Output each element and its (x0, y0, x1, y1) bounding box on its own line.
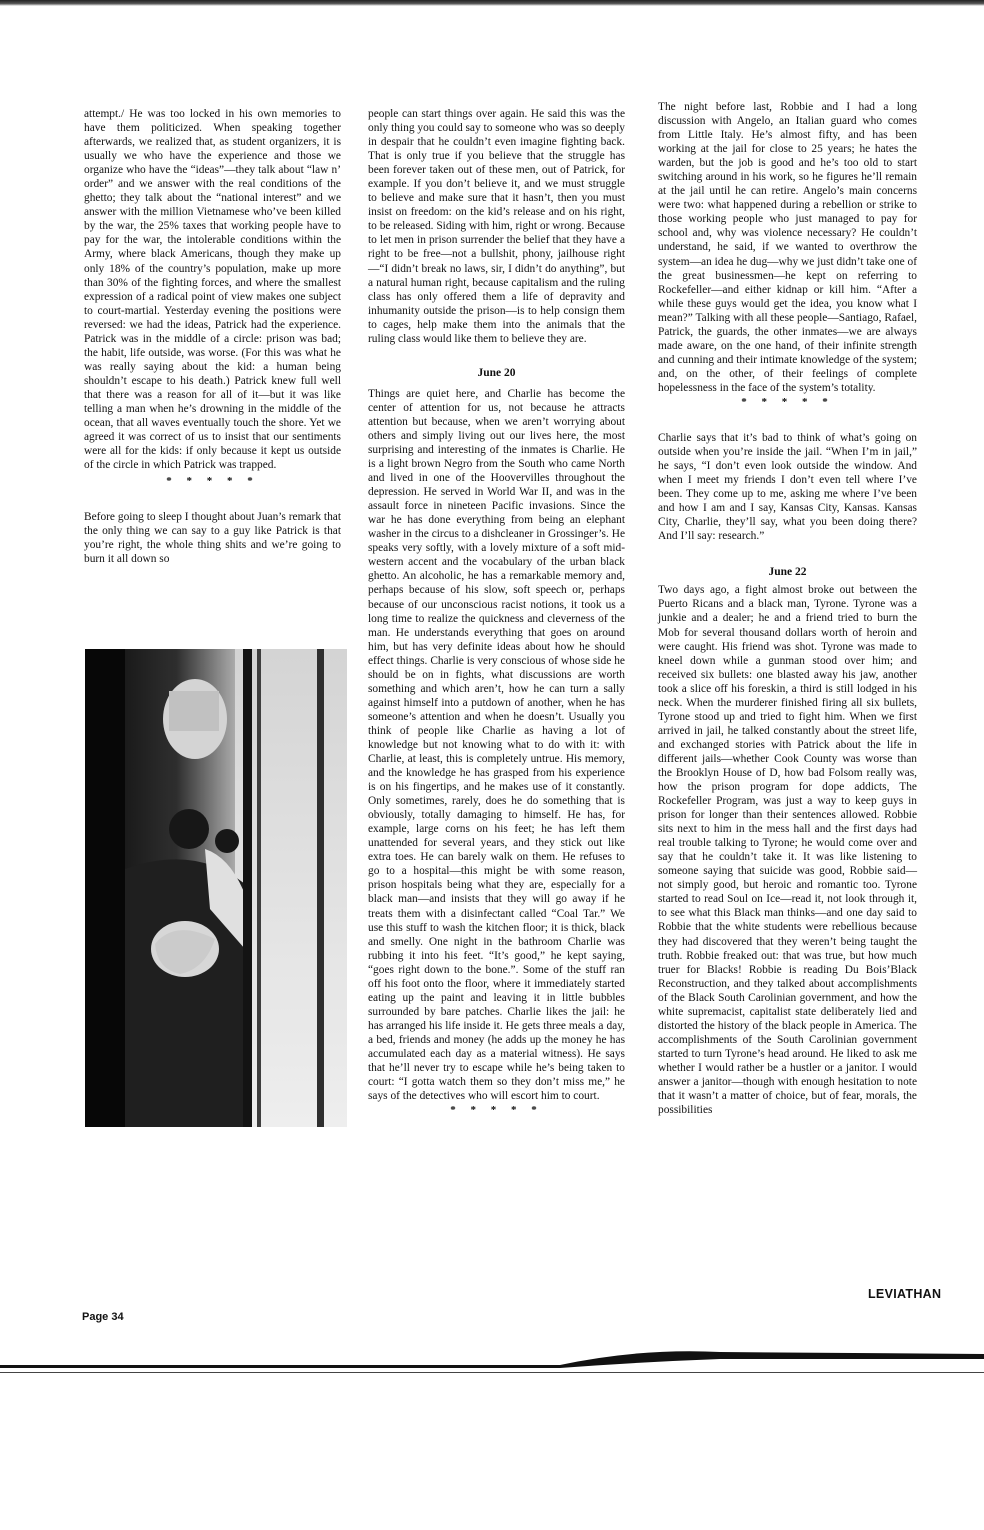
column-2 (368, 107, 625, 1117)
column-1-paragraph-2: Before going to sleep I thought about Juan’s remark that the only thing we can say to a guy like Patrick is that you’re right, the whole thing shits and we’re going to burn it all down so (84, 511, 341, 566)
column-3-paragraph-3: Two days ago, a fight almost broke out between the Puerto Ricans and a black man, Tyrone. Tyrone was a junkie and a dealer; he and a friend tried to burn the Mob for several thousand dollars worth of heroin and were caught. His friend was shot. Tyrone was made to kneel down while a gunman stood over him; and received six bullets: one blasted away his jaw, another took a slice off his foreskin, a third is still lodged in his neck. When the murderer finished firing all six bullets, Tyrone stood up and tried to fight him. When we first arrived in jail, he talked constantly about the street life, and exchanged stories with Patrick about the life in different jails—whether Cook County was worse than the Brooklyn House of D, how bad Folsom really was, how the prison program for dope addicts, The Rockefeller Program, was just a way to keep guys in prison for longer than their sentences allowed. Robbie sits next to him in the mess hall and the first days had real trouble talking to Tyrone; he would come over and say that he couldn’t take it. It was like listening to someone saying that suicide was good, Robbie said—not simply good, but heroic and romantic too. Tyrone started to read Soul on Ice—read it, not look through it, to see what this Black man thinks—and one day said to Robbie that the white students were rebellious because they had discovered that they weren’t being taught the truth. Robbie freaked out: that was true, but how much truer for Blacks! Robbie is reading Du Bois’Black Reconstruction, and they talked about accomplishments of the Black South Carolinian government, and how the white supremacist, capitalist state deliberately lied and distorted the history of the black people in America. The accomplishments of the South Carolinian government started to turn Tyrone’s head around. He liked to ask me whether I would rather be a hustler or a janitor. I would answer a janitor—though with enough hesitation to note that it wasn’t a matter of choice, but of fear, morals, the possibilities (658, 584, 917, 1117)
column-1 (84, 107, 341, 566)
page-number: Page 34 (82, 1311, 124, 1323)
column-3-paragraph-2: Charlie says that it’s bad to think of what’s going on outside when you’re inside the jail. “When I’m in jail,” he says, “I don’t even look outside the window. And when I meet my friends I don’t even tell where I’ve been. They come up to me, asking me where I’ve been and how I am and I say, Kansas City, Kansas. Kansas City, Charlie, they’ll say, what you been doing there? And I’ll say: research.” (658, 431, 917, 543)
section-separator: * * * * * (741, 395, 834, 408)
date-heading-june-20: June 20 (477, 366, 516, 379)
magazine-name: LEVIATHAN (868, 1287, 942, 1301)
column-3-paragraph-1: The night before last, Robbie and I had a long discussion with Angelo, an Italian guard who comes from Little Italy. He’s almost fifty, and has been working at the jail for close to 25 years; he hates the warden, but the job is good and he’s too old to start switching around in his work, so he figures he’ll remain at the jail until he can retire. Angelo’s main concerns were two: what happened during a rebellion or strike to those working people who just managed to pay for school and, why was violence necessary? He couldn’t understand, he said, if we wanted to overthrow the system—an idea he dug—why we just didn’t take one of the great businessmen—he kept on referring to Rockefeller—and either kidnap or kill him. “After a while these guys would get the idea, you know what I mean?” Talking with all these people—Santiago, Rafael, Patrick, the guards, the other inmates—we are always made aware, on the one hand, of their infinite strength and cunning and their intimate knowledge of the system; and, on the other, of their feelings of complete hopelessness in the face of the system’s totality. (658, 101, 917, 394)
column-1-paragraph-1: attempt./ He was too locked in his own memories to have them politicized. When speaking together afterwards, we realized that, as student organizers, it is usually we who have the experience and those we organize who have the “ideas”—they talk about “law n’ order” and we answer with the real conditions of the ghetto; they talk about the “national interest” and we answer with the million Vietnamese who’ve been killed by the war, the 25% taxes that working people have to pay for the war, the intolerable conditions within the Army, where black Americans, though they make up only 18% of the country’s population, make up more than 30% of the fighting forces, and where the smallest expression of a radical point of view makes one subject to court-martial. Yesterday evening the positions were reversed: we had the ideas, Patrick had the experience. Patrick was in the middle of a circle: prison was bad; the habit, life outside, was worse. (For this was what he was really saying about the kid: a human being shouldn’t escape to his death.) Patrick knew full well that there was a reason for all of it—but it was like telling a man when he’s drowning in the middle of the ocean, that all waves eventually touch the shore. Yet we agreed it was correct of us to insist that our sentiments were all for the kids: if only because it kept us outside of the circle in which Patrick was trapped. (84, 108, 341, 472)
section-separator: * * * * * (450, 1104, 543, 1117)
page-top-edge (0, 0, 984, 6)
section-separator: * * * * * (166, 475, 259, 488)
prison-photo (85, 649, 347, 1127)
column-3 (658, 100, 917, 1117)
bottom-rule (0, 1340, 984, 1380)
column-2-paragraph-2: Things are quiet here, and Charlie has become the center of attention for us, not because he attracts attention but because, when we aren’t worrying about others and simply living out our lives here, the most surprising and interesting of the inmates is Charlie. He is a light brown Negro from the South who came North and lived in one of the Hoovervilles throughout the depression. He served in World War II, and was in the assault force in nineteen Pacific invasions. Since the war he has done everything from being an elephant washer in the circus to a dishcleaner in Grossinger’s. He speaks very softly, with a lovely mixture of a soft mid-western accent and the vocabulary of the urban black ghetto. An alcoholic, he has a remarkable memory and, perhaps because of his slow, soft speech or, perhaps because of our unconscious racist notions, it took us a long time to realize the quickness and cleverness of the man. He understands everything that goes on around him, but has very definite ideas about how he should effect things. Charlie is very conscious of whose side he should be on in fights, what discussions are worth something and which aren’t, how he can turn a sally against himself into a putdown of another, when he has someone’s attention and when he doesn’t. Usually you think of people like Charlie as having a lot of knowledge but not knowing what to do with it: with Charlie, at least, this is completely untrue. His memory, and the knowledge he has grasped from his experience is on his fingertips, and he makes use of it constantly. Only sometimes, rarely, does he do something that is obviously, totally damaging to himself. He has, for example, large corns on his feet; he has left them unattended for several years, and they stick out like extra toes. He can barely walk on them. He refuses to go to a hospital—this might be with some reason, prison hospitals being what they are, especially for a black man—and insists that they will go away if he treats them with a disinfectant called “Coal Tar.” We use this stuff to wash the kitchen floor; it is thick, black and smelly. One night in the bathroom Charlie was rubbing it into his feet. “It’s good,” he kept saying, “goes right down to the bone.”. Some of the stuff ran off his foot onto the floor, where it immediately started eating up the paint and leaving it in little bubbles surrounded by bare patches. Charlie likes the jail: he has arranged his life inside it. He gets three meals a day, a bed, friends and money (he adds up the money he has accumulated each day as a material witness). He says that he’ll never try to escape while he’s being taken to court: “I gotta watch them so they don’t miss me,” he says of the detectives who will escort him to court. (368, 387, 625, 1103)
photo-image (85, 649, 347, 1127)
date-heading-june-22: June 22 (768, 566, 807, 579)
column-2-paragraph-1: people can start things over again. He said this was the only thing you could say to someone who was so deeply in despair that he couldn’t even imagine fighting back. That is only true if you believe that the struggle has been forever taken out of these men, out of Patrick, for example. If you don’t believe it, and we must struggle to believe and make sure that it hasn’t, then you must insist on freedom: on the kid’s release and on his right, to be released. Siding with him, right or wrong. Because to let men in prison surrender the belief that they have a right to be free—not a bullshit, phony, jailhouse right—“I didn’t break no laws, sir, I didn’t do anything”, but a natural human right, because capitalism and the ruling class has only offered them a life of depravity and inhumanity outside the prison—is to help consign them to cages, help make them into the animals that the ruling class would like them to believe they are. (368, 108, 625, 345)
